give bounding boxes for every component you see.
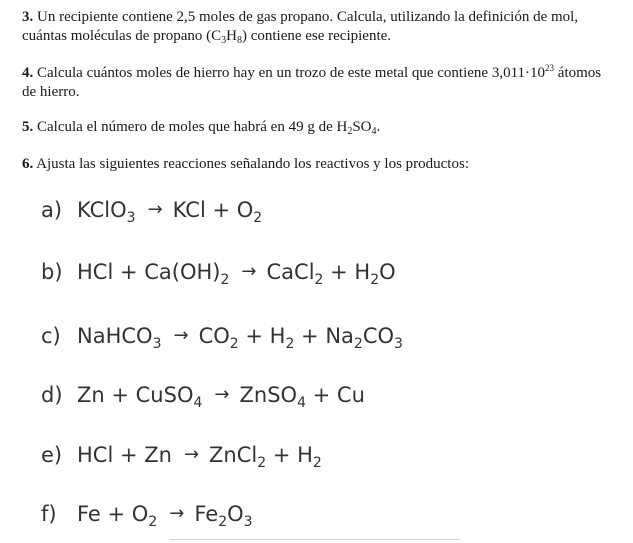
reaction-e bbox=[41, 441, 322, 469]
products bbox=[266, 260, 396, 288]
formula-text: HCl + Zn bbox=[77, 443, 172, 467]
formula-subscript: 4 bbox=[193, 395, 203, 411]
formula-text: KClO bbox=[77, 198, 127, 222]
reactants bbox=[77, 502, 158, 530]
formula-subscript: 2 bbox=[285, 336, 295, 352]
formula-text: CaCl bbox=[266, 260, 315, 284]
reaction-arrow-icon: → bbox=[183, 444, 200, 465]
subscript: 3 bbox=[221, 35, 227, 46]
problem-6 bbox=[22, 155, 612, 174]
reactants bbox=[77, 443, 172, 467]
formula-text: HCl + Ca(OH) bbox=[77, 260, 221, 284]
formula-subscript: 2 bbox=[314, 272, 324, 288]
problem-text: Calcula cuántos moles de hierro hay en un trozo de este metal que contiene 3,011·10 bbox=[33, 65, 546, 81]
problem-4 bbox=[22, 64, 612, 102]
problem-text: átomos de hierro. bbox=[22, 65, 602, 100]
formula-text: + Cu bbox=[305, 383, 365, 407]
problem-text: Un recipiente contiene 2,5 moles de gas propano. Calcula, utilizando la definición de mol, cuántas moléculas de propano (C bbox=[22, 9, 579, 44]
formula-subscript: 4 bbox=[297, 395, 306, 411]
problem-text: Ajusta las siguientes reacciones señalando los reactivos y los productos: bbox=[33, 156, 469, 172]
reactants bbox=[77, 198, 136, 226]
reaction-d bbox=[41, 381, 365, 409]
problem-text: H bbox=[226, 28, 237, 44]
reaction-letter: e) bbox=[41, 443, 63, 467]
formula-subscript: 2 bbox=[253, 210, 263, 226]
subscript: 2 bbox=[347, 126, 353, 137]
products bbox=[194, 502, 253, 530]
formula-subscript: 3 bbox=[126, 210, 136, 226]
formula-text: + Na bbox=[294, 324, 354, 348]
reactants bbox=[77, 383, 203, 411]
reaction-arrow-icon: → bbox=[147, 199, 163, 220]
formula-subscript: 2 bbox=[220, 272, 230, 288]
problem-number: 4. bbox=[22, 65, 34, 81]
formula-subscript: 3 bbox=[394, 336, 403, 352]
problem-number: 3. bbox=[22, 9, 34, 25]
problem-text: . bbox=[376, 119, 381, 135]
formula-subscript: 2 bbox=[370, 272, 380, 288]
formula-text: + H bbox=[266, 443, 313, 467]
formula-text: Fe bbox=[194, 502, 219, 526]
formula-subscript: 2 bbox=[353, 336, 363, 352]
formula-subscript: 2 bbox=[148, 514, 158, 530]
problem-5 bbox=[22, 118, 612, 137]
formula-text: ZnCl bbox=[209, 443, 258, 467]
superscript: 23 bbox=[545, 63, 555, 73]
reactants bbox=[77, 324, 162, 352]
reaction-arrow-icon: → bbox=[169, 503, 185, 524]
page-edge-line bbox=[170, 539, 460, 540]
reaction-b bbox=[41, 258, 396, 286]
reaction-c bbox=[41, 322, 403, 350]
reaction-letter: b) bbox=[41, 260, 63, 284]
formula-subscript: 3 bbox=[152, 336, 162, 352]
reactants bbox=[77, 260, 230, 288]
formula-subscript: 2 bbox=[218, 514, 228, 530]
formula-text: Zn + CuSO bbox=[77, 383, 194, 407]
problem-text: SO bbox=[352, 119, 372, 135]
reaction-letter: c) bbox=[41, 324, 61, 348]
reaction-letter: d) bbox=[41, 383, 63, 407]
formula-text: CO bbox=[362, 324, 395, 348]
subscript: 8 bbox=[236, 35, 242, 46]
formula-subscript: 3 bbox=[243, 514, 253, 530]
problem-number: 6. bbox=[22, 156, 34, 172]
subscript: 4 bbox=[371, 126, 377, 137]
formula-text: ZnSO bbox=[239, 383, 298, 407]
problem-3 bbox=[22, 8, 612, 46]
formula-subscript: 2 bbox=[257, 455, 267, 471]
products bbox=[239, 383, 365, 411]
products bbox=[198, 324, 403, 352]
reaction-letter: a) bbox=[41, 198, 63, 222]
reaction-letter: f) bbox=[41, 502, 57, 526]
formula-text: O bbox=[227, 502, 244, 526]
problem-text: Calcula el número de moles que habrá en 49 g de H bbox=[33, 119, 348, 135]
reaction-a bbox=[41, 196, 262, 224]
products bbox=[172, 198, 263, 226]
formula-text: Fe + O bbox=[77, 502, 149, 526]
formula-text: KCl + O bbox=[172, 198, 254, 222]
formula-text: NaHCO bbox=[77, 324, 153, 348]
problem-number: 5. bbox=[22, 119, 34, 135]
reaction-arrow-icon: → bbox=[241, 261, 257, 282]
problem-text: ) contiene ese recipiente. bbox=[241, 28, 392, 44]
reaction-arrow-icon: → bbox=[173, 325, 189, 346]
formula-subscript: 2 bbox=[229, 336, 239, 352]
products bbox=[209, 443, 322, 471]
formula-subscript: 2 bbox=[312, 455, 322, 471]
reaction-arrow-icon: → bbox=[214, 384, 230, 405]
formula-text: + H bbox=[238, 324, 286, 348]
reaction-f bbox=[41, 500, 253, 528]
formula-text: CO bbox=[198, 324, 230, 348]
formula-text: + H bbox=[323, 260, 371, 284]
formula-text: O bbox=[379, 260, 396, 284]
